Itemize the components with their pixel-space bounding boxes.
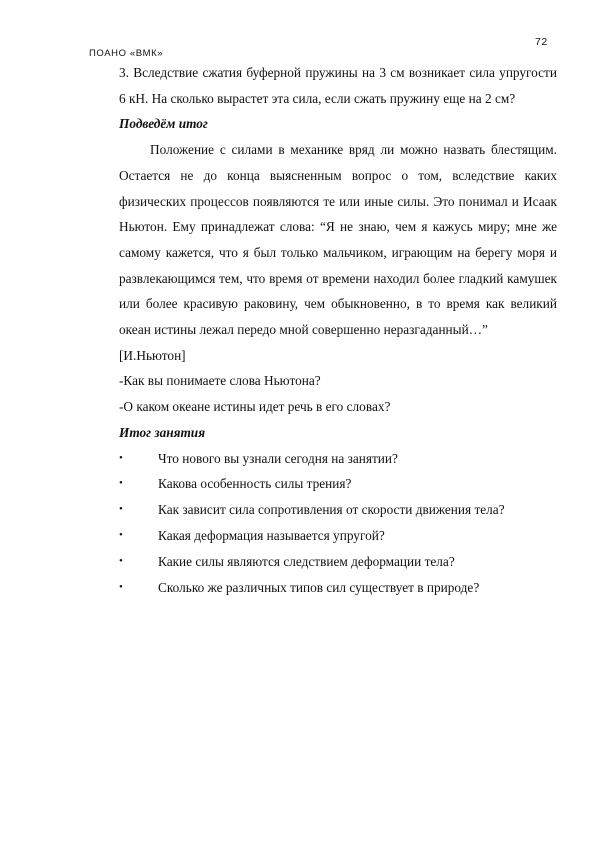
list-item-text: Как зависит сила сопротивления от скорости движения тела? xyxy=(158,502,505,518)
summary-heading: Подведём итог xyxy=(119,116,208,132)
list-item-text: Какова особенность силы трения? xyxy=(158,476,352,492)
newton-quote-paragraph: Положение с силами в механике вряд ли можно назвать блестящим. Остается не до конца выясненным вопрос о том, вследствие каких физических процессов появляются те или иные силы. Это понимал и Исаак Ньютон. Ему принадлежат слова: “Я не знаю, чем я кажусь миру; мне же самому кажется, что я был только мальчиком, играющим на берегу моря и развлекающимся тем, что время от времени находил более гладкий камушек или более красивую раковину, чем обыкновенно, в то время как великий океан истины лежал передо мной совершенно неразгаданный…” xyxy=(119,142,557,338)
list-item xyxy=(119,471,557,497)
list-item xyxy=(119,575,557,601)
list-item xyxy=(119,549,557,575)
bullet-icon: • xyxy=(119,580,123,593)
discussion-question-1: -Как вы понимаете слова Ньютона? xyxy=(119,373,321,389)
list-item-text: Какие силы являются следствием деформации тела? xyxy=(158,553,455,569)
page-header: ПОАНО «ВМК» xyxy=(89,48,164,59)
discussion-question-2: -О каком океане истины идет речь в его словах? xyxy=(119,399,391,415)
bullet-icon: • xyxy=(119,503,123,516)
results-list xyxy=(119,446,557,601)
quote-attribution: [И.Ньютон] xyxy=(119,347,186,363)
bullet-icon: • xyxy=(119,477,123,490)
list-item-text: Сколько же различных типов сил существует в природе? xyxy=(158,579,480,595)
list-item xyxy=(119,523,557,549)
list-item xyxy=(119,497,557,523)
results-heading: Итог занятия xyxy=(119,424,206,440)
list-item-text: Какая деформация называется упругой? xyxy=(158,527,385,543)
list-item xyxy=(119,446,557,472)
bullet-icon: • xyxy=(119,451,123,464)
document-body xyxy=(119,60,557,600)
page-number: 72 xyxy=(535,36,548,48)
list-item-text: Что нового вы узнали сегодня на занятии? xyxy=(158,450,398,466)
problem-text: 3. Вследствие сжатия буферной пружины на 3 см возникает сила упругости 6 кН. На сколько вырастет эта сила, если сжать пружину еще на 2 см? xyxy=(119,65,557,106)
bullet-icon: • xyxy=(119,528,123,541)
bullet-icon: • xyxy=(119,554,123,567)
